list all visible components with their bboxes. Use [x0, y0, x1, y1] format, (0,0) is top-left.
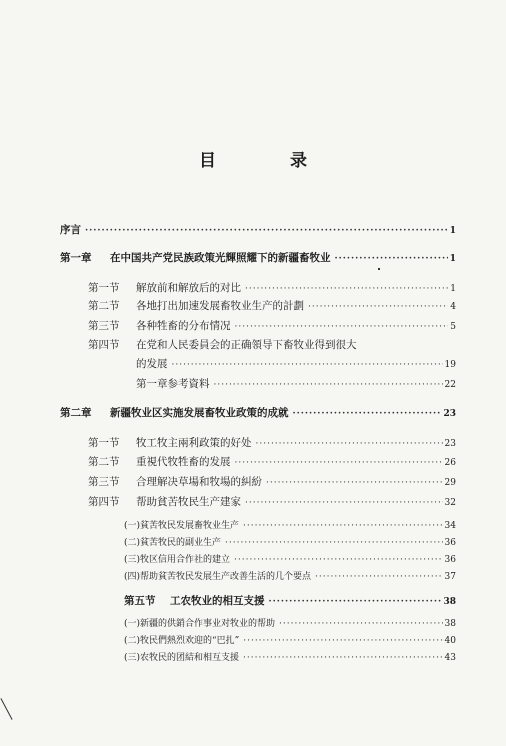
entry-label: 牧工牧主兩利政策的好处 [136, 437, 252, 449]
toc-entry-section [88, 454, 456, 469]
chapter-number: 第一章 [60, 252, 92, 264]
toc-entry-section [88, 337, 456, 352]
page-number: 1 [450, 284, 456, 294]
section-number: 第四节 [88, 339, 120, 351]
page-number: 32 [444, 498, 456, 508]
section-number: 第二节 [88, 456, 120, 468]
leader-dots [85, 226, 448, 236]
entry-label: 工农牧业的相互支援 [170, 595, 265, 607]
section-number: 第三节 [88, 476, 120, 488]
leader-dots [225, 538, 443, 548]
entry-label: 序言 [60, 224, 81, 236]
leader-dots [243, 521, 443, 531]
toc-entry-subsection [124, 633, 456, 646]
toc-entry-subsection [124, 616, 456, 629]
section-number: 第四节 [88, 496, 120, 508]
leader-dots [315, 572, 443, 582]
entry-label: (三)牧区信用合作社的建立 [124, 555, 231, 565]
leader-dots [269, 597, 442, 607]
toc-entry-section [124, 593, 456, 608]
leader-dots [308, 302, 448, 312]
leader-dots [172, 360, 443, 370]
entry-label: 合理解决草場和牧場的糾紛 [136, 476, 262, 488]
leader-dots [245, 284, 448, 294]
entry-label: 新疆牧业区实施发展畜牧业政策的成就 [110, 407, 289, 419]
entry-label: 帮助貧苦牧民生产建家 [136, 496, 241, 508]
toc-entry-chapter-1 [60, 250, 456, 265]
page-number: 19 [444, 360, 456, 370]
leader-dots [256, 439, 443, 449]
toc-entry-subsection [124, 518, 456, 531]
toc-title: 目 录 [199, 151, 341, 171]
section-number: 第一节 [88, 282, 120, 294]
section-number: 第五节 [124, 595, 156, 607]
page-number: 26 [444, 458, 456, 468]
section-number: 第一节 [88, 437, 120, 449]
page-number: 4 [450, 302, 456, 312]
page-number: 37 [444, 572, 456, 582]
entry-label: 各地打出加速发展畜牧业生产的計劃 [136, 300, 304, 312]
page-number: 40 [444, 636, 456, 646]
toc-entry-section [88, 435, 456, 450]
toc-entry-section-continued [136, 356, 456, 371]
toc-entry-subsection [124, 535, 456, 548]
entry-label: 重視代牧牲畜的发展 [136, 456, 231, 468]
leader-dots [234, 555, 443, 565]
section-number: 第二节 [88, 300, 120, 312]
leader-dots [279, 619, 443, 629]
leader-dots [214, 380, 443, 390]
page-number: 23 [443, 409, 456, 419]
leader-dots [293, 409, 442, 419]
page-number: 34 [444, 521, 456, 531]
toc-entry-section [88, 280, 456, 295]
entry-label: (二)貧苦牧民的副业生产 [124, 538, 222, 548]
toc-entry-subsection [124, 650, 456, 663]
entry-label: 解放前和解放后的对比 [136, 282, 241, 294]
toc-entry-preface [60, 222, 456, 237]
leader-dots [266, 478, 443, 488]
page-number: 38 [443, 597, 456, 607]
scan-speck [378, 268, 380, 270]
entry-label: 在中国共产党民族政策光輝照耀下的新疆畜牧业 [110, 252, 331, 264]
entry-label: (一)新疆的供銷合作事业对牧业的帮助 [124, 619, 276, 629]
entry-label: (二)牧民們熱烈欢迎的“巴扎” [124, 636, 240, 646]
leader-dots [243, 653, 443, 663]
page-number: 1 [449, 226, 456, 236]
page-number: 1 [449, 254, 456, 264]
entry-label: 在党和人民委員会的正确領导下畜牧业得到很大 [136, 339, 357, 351]
toc-entry-section [88, 318, 456, 333]
toc-entry-section [88, 298, 456, 313]
page-number: 43 [444, 653, 456, 663]
leader-dots [245, 498, 443, 508]
entry-label: (三)农牧民的团結和相互支援 [124, 653, 240, 663]
entry-label: 的发展 [136, 358, 168, 370]
toc-entry-section [88, 474, 456, 489]
leader-dots [335, 254, 448, 264]
toc-entry-references [136, 376, 456, 391]
toc-entry-subsection [124, 569, 456, 582]
entry-label: 第一章参考資料 [136, 378, 210, 390]
page-number: 38 [444, 619, 456, 629]
entry-label: (四)帮助貧苦牧民发展生产改善生活的几个要点 [124, 572, 312, 582]
page-number: 23 [444, 439, 456, 449]
toc-entry-chapter-2 [60, 405, 456, 420]
page-number: 5 [450, 322, 456, 332]
chapter-number: 第二章 [60, 407, 92, 419]
entry-label: 各种牲畜的分布情况 [136, 320, 231, 332]
entry-label: (一)貧苦牧民发展畜牧业生产 [124, 521, 240, 531]
leader-dots [243, 636, 442, 646]
leader-dots [235, 458, 443, 468]
scan-mark [0, 698, 12, 720]
leader-dots [235, 322, 449, 332]
page-number: 22 [444, 380, 456, 390]
section-number: 第三节 [88, 320, 120, 332]
page-number: 36 [444, 538, 456, 548]
page-number: 36 [444, 555, 456, 565]
toc-entry-subsection [124, 552, 456, 565]
page-number: 29 [444, 478, 456, 488]
toc-entry-section [88, 494, 456, 509]
